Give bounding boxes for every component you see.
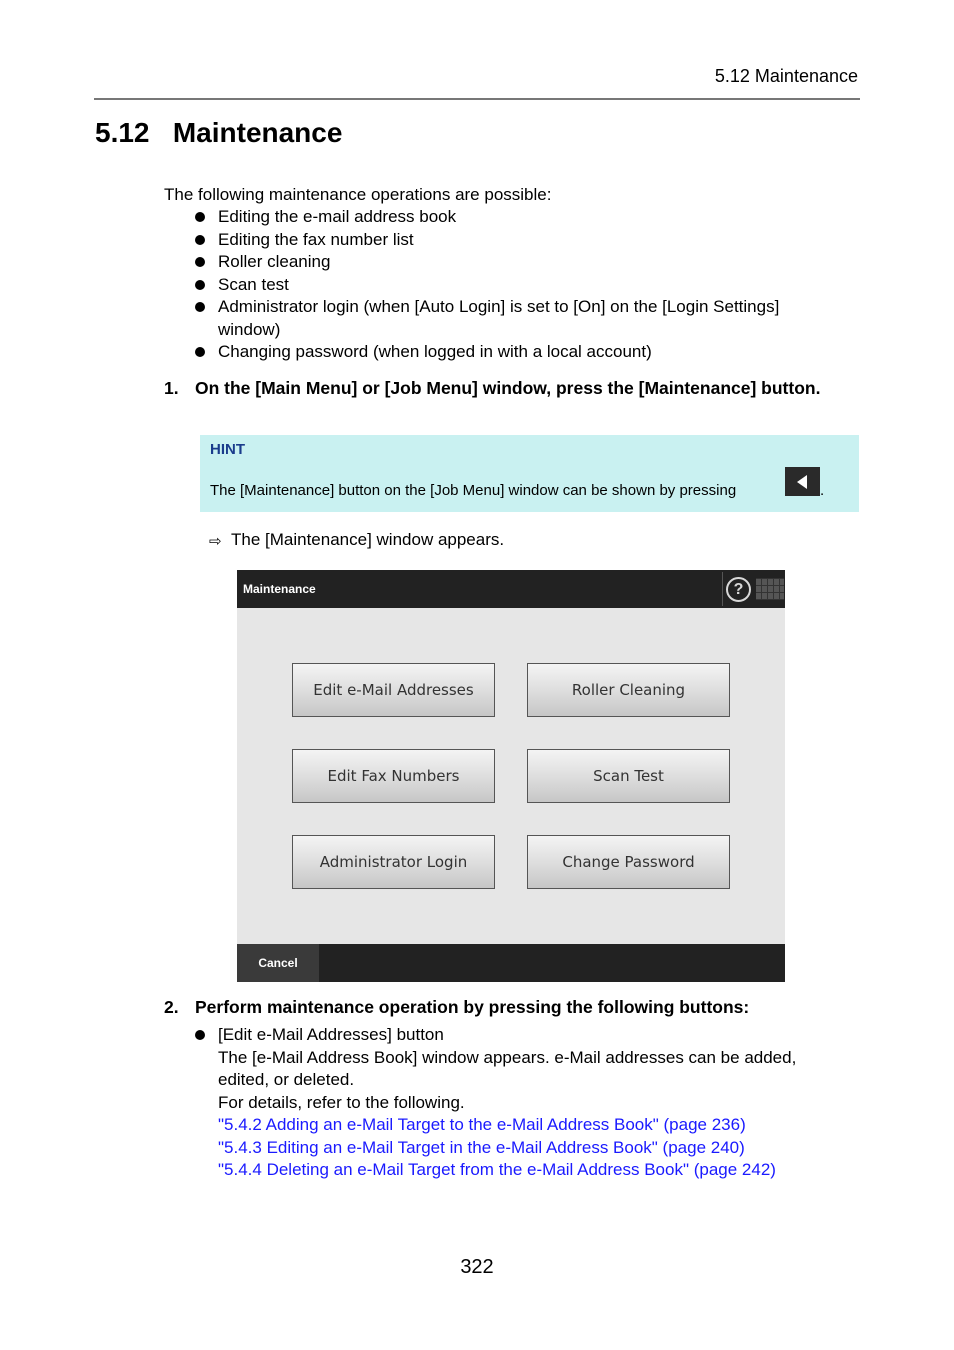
scan-test-button[interactable]: Scan Test bbox=[527, 749, 730, 803]
list-item: Scan test bbox=[194, 274, 834, 297]
back-arrow-icon bbox=[785, 467, 820, 496]
step-1-text: On the [Main Menu] or [Job Menu] window, press the [Maintenance] button. bbox=[195, 378, 821, 398]
step-2-text: Perform maintenance operation by pressing the following buttons: bbox=[195, 997, 750, 1017]
cancel-button[interactable]: Cancel bbox=[237, 944, 319, 982]
hint-text: The [Maintenance] button on the [Job Menu] window can be shown by pressing bbox=[210, 482, 737, 499]
section-title: 5.12 Maintenance bbox=[95, 117, 343, 148]
list-item: Editing the e-mail address book bbox=[194, 206, 834, 229]
help-icon[interactable]: ? bbox=[726, 577, 751, 602]
administrator-login-button[interactable]: Administrator Login bbox=[292, 835, 495, 889]
detail-line: For details, refer to the following. bbox=[218, 1092, 465, 1112]
header-divider bbox=[94, 98, 860, 100]
reference-link[interactable]: "5.4.2 Adding an e-Mail Target to the e-Mail Address Book" (page 236) bbox=[218, 1115, 746, 1134]
reference-link[interactable]: "5.4.4 Deleting an e-Mail Target from the e-Mail Address Book" (page 242) bbox=[218, 1160, 776, 1179]
edit-email-addresses-button[interactable]: Edit e-Mail Addresses bbox=[292, 663, 495, 717]
result-text: The [Maintenance] window appears. bbox=[231, 530, 505, 549]
list-item: Editing the fax number list bbox=[194, 229, 834, 252]
page-number: 322 bbox=[460, 1256, 494, 1278]
hint-text-suffix: . bbox=[820, 482, 825, 499]
running-header: 5.12 Maintenance bbox=[714, 66, 858, 86]
hint-label: HINT bbox=[210, 441, 245, 458]
change-password-button[interactable]: Change Password bbox=[527, 835, 730, 889]
hint-box bbox=[200, 435, 859, 512]
titlebar-divider bbox=[722, 572, 723, 606]
step-2-number: 2. bbox=[164, 997, 179, 1017]
list-item: Roller cleaning bbox=[194, 251, 834, 274]
list-item: Administrator login (when [Auto Login] is set to [On] on the [Login Settings] window) bbox=[194, 296, 834, 341]
list-item: [Edit e-Mail Addresses] button bbox=[194, 1024, 834, 1047]
list-item: Changing password (when logged in with a local account) bbox=[194, 341, 834, 364]
result-arrow-icon: ⇨ bbox=[209, 533, 222, 550]
detail-line: The [e-Mail Address Book] window appears. e-Mail addresses can be added, bbox=[218, 1047, 797, 1067]
roller-cleaning-button[interactable]: Roller Cleaning bbox=[527, 663, 730, 717]
window-bottombar bbox=[237, 944, 785, 982]
maintenance-window bbox=[237, 570, 785, 982]
intro-text: The following maintenance operations are possible: bbox=[164, 185, 552, 204]
window-title: Maintenance bbox=[243, 582, 316, 596]
reference-link[interactable]: "5.4.3 Editing an e-Mail Target in the e-Mail Address Book" (page 240) bbox=[218, 1137, 745, 1157]
detail-line: edited, or deleted. bbox=[218, 1070, 355, 1089]
step-1-number: 1. bbox=[164, 378, 179, 398]
keyboard-icon[interactable] bbox=[756, 578, 784, 600]
operations-list bbox=[194, 206, 834, 364]
step-2-details bbox=[194, 1024, 834, 1182]
window-titlebar bbox=[237, 570, 785, 608]
edit-fax-numbers-button[interactable]: Edit Fax Numbers bbox=[292, 749, 495, 803]
